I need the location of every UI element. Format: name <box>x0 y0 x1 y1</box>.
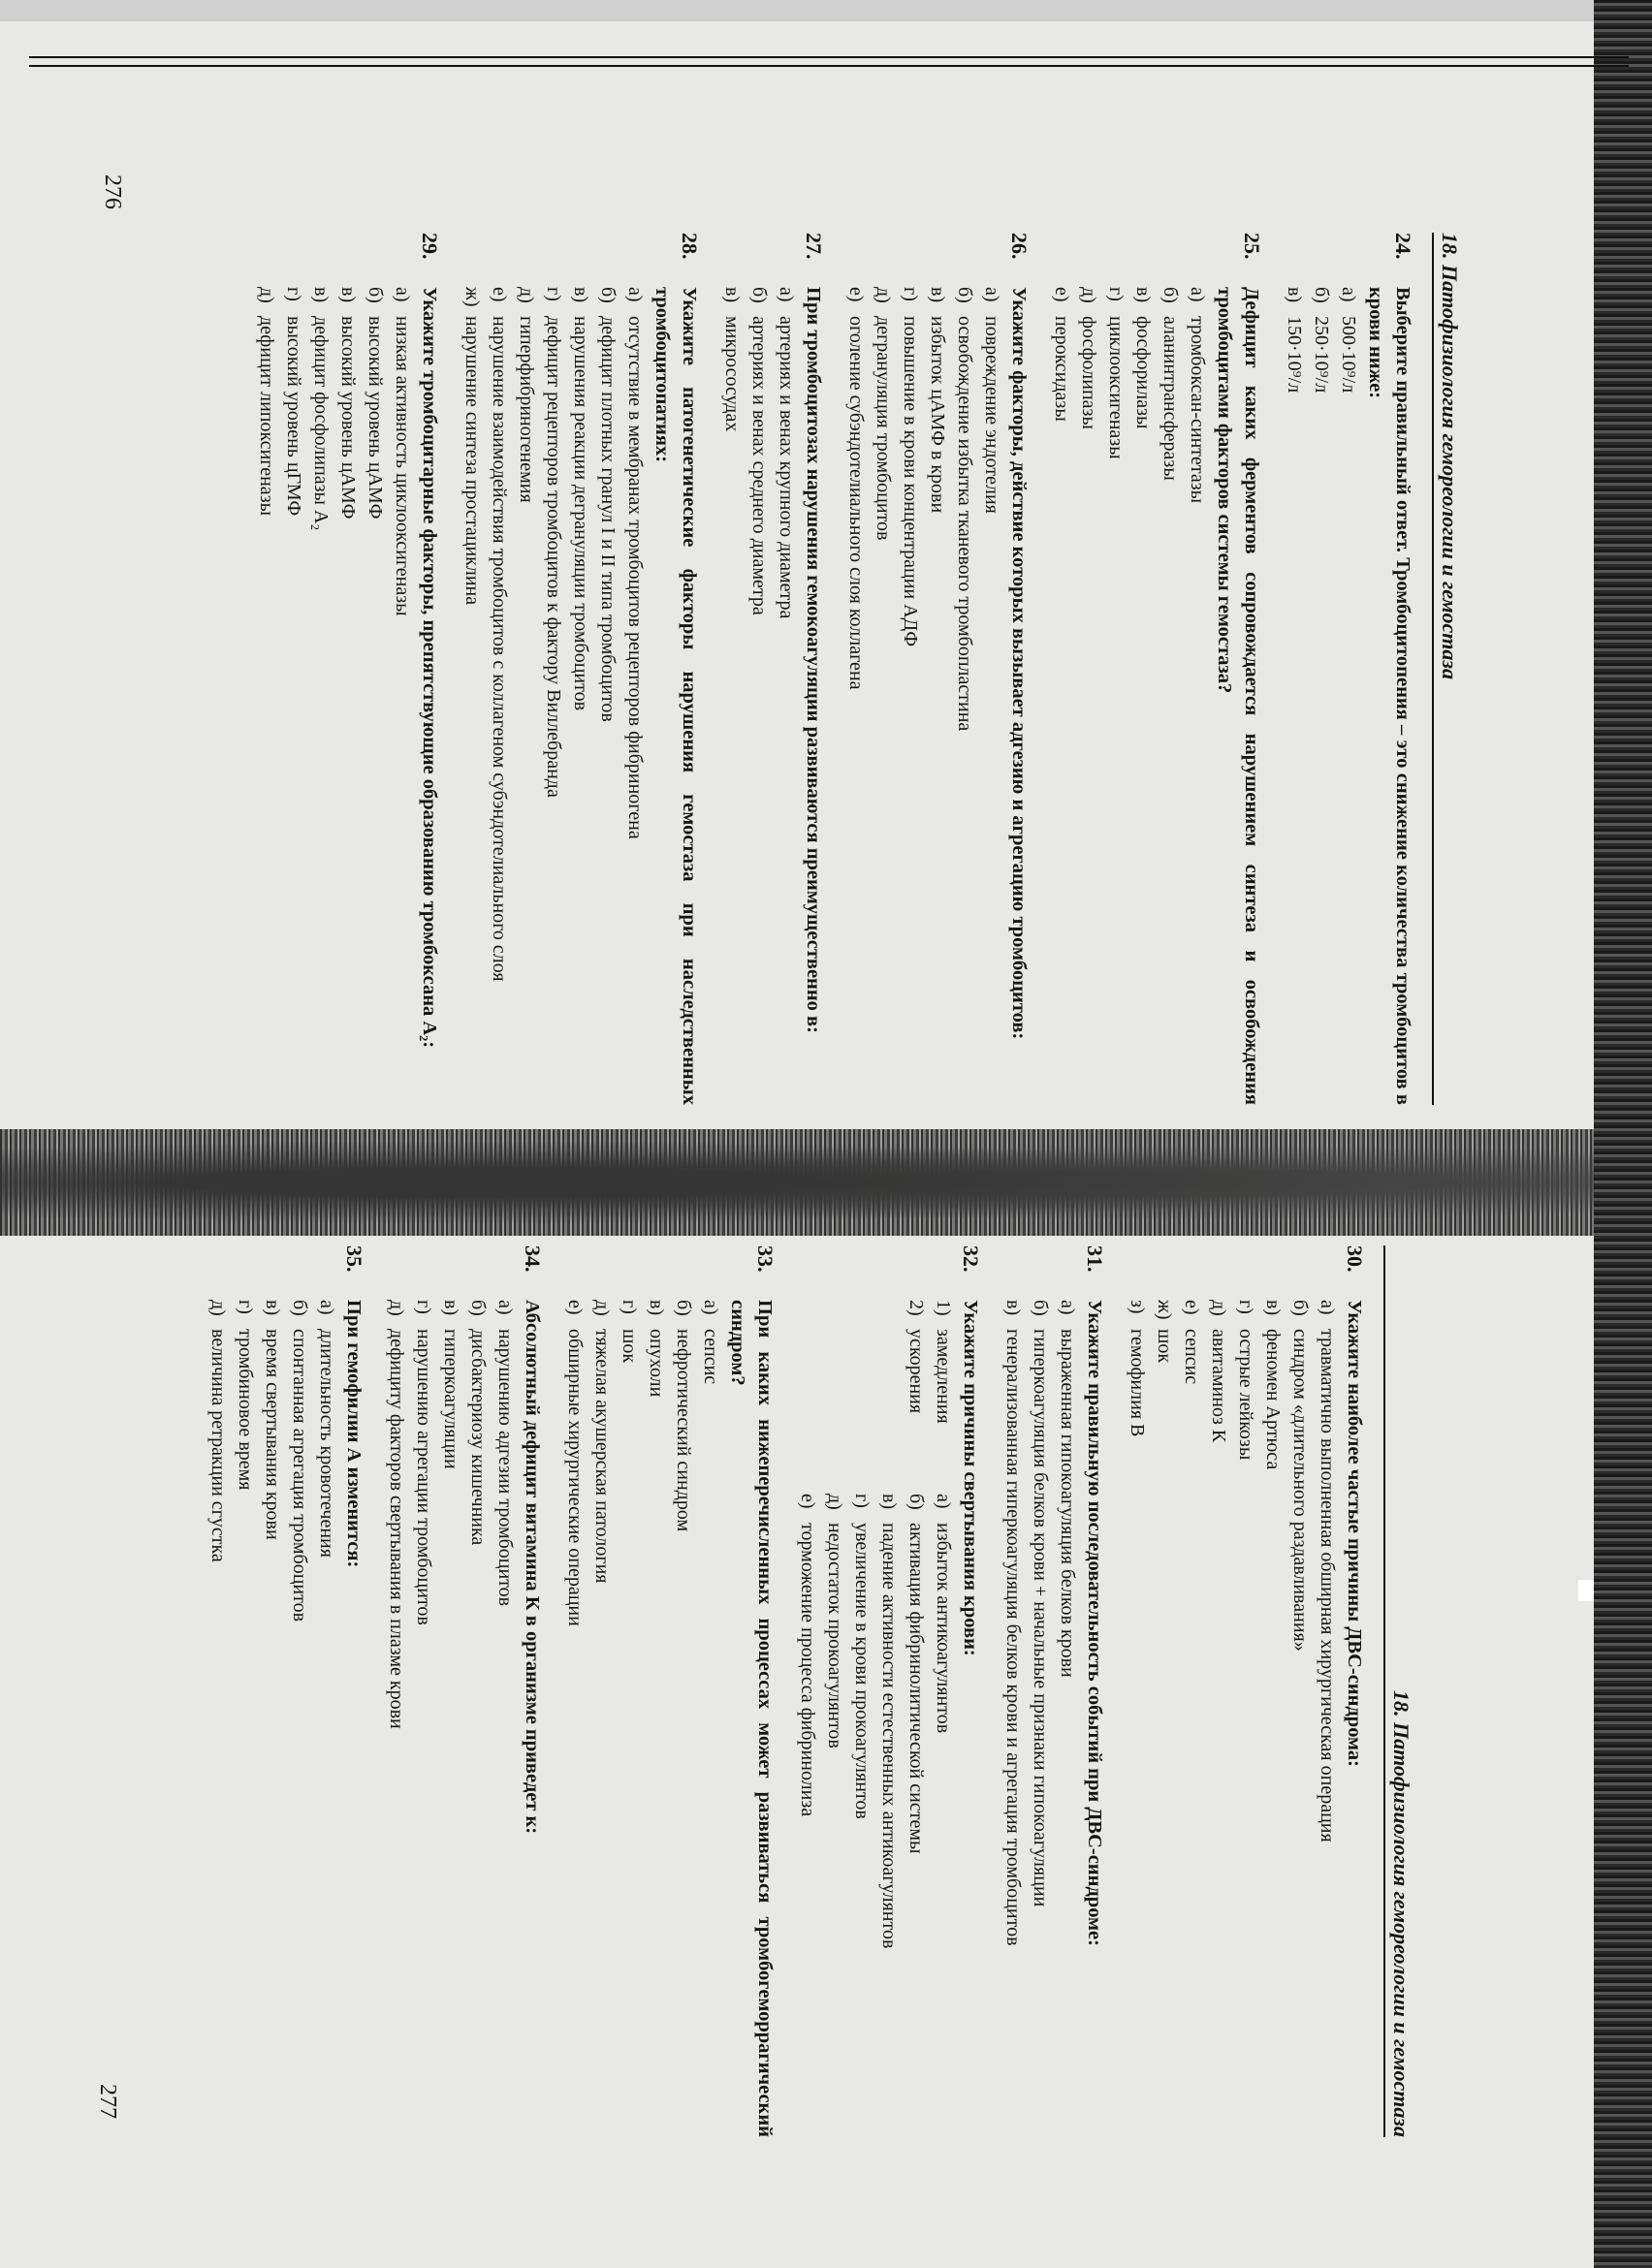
option-item <box>205 1300 232 2137</box>
option-letter: ж) <box>1154 1300 1175 1320</box>
option-item <box>924 287 951 1105</box>
option-text: гиперфибриногенемия <box>516 316 537 503</box>
option-letter: в) <box>1262 1300 1284 1316</box>
question-body <box>383 1300 546 2137</box>
option-item <box>280 287 307 1105</box>
option-item <box>842 287 870 1105</box>
option-text: 250·10⁹/л <box>1311 316 1332 394</box>
option-item <box>903 1300 930 1494</box>
question-text: Дефицит каких ферментов сопровождается нарушением синтеза и освобождения тромбоцитами факторов системы гемостаза? <box>1214 287 1262 1105</box>
option-text: нарушению агрегации тромбоцитов <box>413 1329 434 1625</box>
question-number: 30. <box>1343 1245 1367 1273</box>
question-item <box>718 233 827 1105</box>
option-text: активация фибринолитической системы <box>905 1523 927 1854</box>
option-letter: д) <box>386 1300 407 1316</box>
option-item <box>486 287 513 1105</box>
option-letter: в) <box>440 1300 461 1316</box>
option-letter: 1) <box>933 1300 954 1316</box>
option-letter: д) <box>516 287 537 303</box>
option-text: феномен Артюса <box>1262 1329 1284 1470</box>
option-letter: а) <box>494 1300 516 1315</box>
question-item <box>383 1245 546 2137</box>
option-text: увеличение в крови прокоагулянтов <box>851 1523 873 1819</box>
option-text: длительность кровотечения <box>316 1329 337 1558</box>
question-item <box>205 1245 367 2137</box>
option-letter: в) <box>646 1300 667 1316</box>
option-letter: а) <box>316 1300 337 1315</box>
option-letter: в) <box>927 287 948 303</box>
book-gutter-shadow <box>0 1129 1652 1236</box>
question-number: 24. <box>1391 233 1415 260</box>
option-letter: б) <box>365 287 386 303</box>
right-options <box>794 1494 957 1948</box>
option-text: травматично выполненная обширная хирургическая операция <box>1317 1329 1338 1843</box>
question-number: 28. <box>678 233 702 260</box>
option-text: 500·10⁹/л <box>1338 316 1359 394</box>
option-text: синдром «длительного раздавливания» <box>1289 1329 1311 1652</box>
option-text: дефицит липоксигеназы <box>256 316 277 517</box>
question-number: 31. <box>1083 1245 1107 1273</box>
page-number: 276 <box>100 174 125 209</box>
option-letter: в) <box>337 287 359 303</box>
option-letter: а) <box>700 1300 721 1315</box>
option-item <box>389 287 416 1105</box>
option-text: артериях и венах среднего диаметра <box>748 316 770 615</box>
question-number: 26. <box>1007 233 1032 260</box>
option-item <box>561 1300 588 2137</box>
question-item <box>1000 1245 1108 2137</box>
option-letter: а) <box>933 1494 954 1509</box>
option-letter: г) <box>900 287 921 301</box>
option-text: опухоли <box>646 1329 667 1398</box>
option-item <box>259 1300 286 2137</box>
option-item <box>437 1300 464 2137</box>
option-letter: а) <box>1187 287 1208 302</box>
option-text: фосфолипазы <box>1078 316 1099 429</box>
option-text: авитаминоз К <box>1208 1329 1229 1443</box>
option-item <box>643 1300 670 2137</box>
question-list <box>253 233 1416 1105</box>
option-letter: г) <box>851 1494 873 1508</box>
option-letter: е) <box>797 1494 818 1509</box>
option-item <box>1178 1300 1205 2137</box>
question-body <box>718 287 827 1105</box>
option-text: артериях и венах крупного диаметра <box>776 316 797 619</box>
option-letter: г) <box>283 287 304 301</box>
option-item <box>930 1494 957 1948</box>
question-item <box>1048 233 1265 1105</box>
option-text: дегрануляция тромбоцитов <box>873 316 894 541</box>
question-text: Выберите правильный ответ. Тромбоцитопения – это снижение количества тромбоцитов в крови ниже: <box>1365 287 1414 1105</box>
option-item <box>588 1300 616 2137</box>
option-item <box>746 287 773 1105</box>
option-item <box>334 287 362 1105</box>
option-letter: в) <box>570 287 591 303</box>
option-item <box>875 1494 903 1948</box>
question-text: Укажите тромбоцитарные факторы, препятствующие образованию тромбоксана А₂: <box>419 287 440 1049</box>
option-text: гиперкоагуляции <box>440 1329 461 1469</box>
question-number: 34. <box>521 1245 545 1273</box>
option-item <box>307 287 334 1105</box>
question-text: При гемофилии А изменится: <box>343 1300 365 1568</box>
option-letter: в) <box>1132 287 1154 303</box>
question-number: 33. <box>753 1245 778 1273</box>
option-item <box>362 287 389 1105</box>
option-letter: б) <box>748 287 770 303</box>
option-text: нарушение взаимодействия тромбоцитов с коллагеном субэндотелиального слоя <box>489 316 510 982</box>
running-head: 18. Патофизиология гемореологии и гемостаза <box>1432 233 1463 1105</box>
option-letter: а) <box>1057 1300 1078 1315</box>
running-head: 18. Патофизиология гемореологии и гемостаза <box>1383 1245 1414 2137</box>
option-text: шок <box>1154 1329 1175 1364</box>
option-letter: д) <box>824 1494 845 1510</box>
option-letter: б) <box>597 287 619 303</box>
option-item <box>1151 1300 1178 2137</box>
option-item <box>697 1300 724 2137</box>
option-item <box>232 1300 259 2137</box>
option-item <box>286 1300 313 2137</box>
question-item <box>1281 233 1416 1105</box>
option-letter: г) <box>413 1300 434 1314</box>
option-letter: б) <box>1030 1300 1051 1316</box>
option-item <box>459 287 486 1105</box>
option-text: микрососудах <box>721 316 743 432</box>
question-body <box>205 1300 367 2137</box>
option-text: время свертывания крови <box>262 1329 283 1540</box>
option-text: избыток антикоагулянтов <box>933 1523 954 1734</box>
option-letter: а) <box>981 287 1002 302</box>
option-item <box>616 1300 643 2137</box>
option-item <box>1314 1300 1341 2137</box>
option-text: низкая активность циклооксигеназы <box>392 316 413 616</box>
option-text: тромбоксан-синтетазы <box>1187 316 1208 504</box>
option-text: освобождение избытка тканевого тромбопластина <box>954 316 975 732</box>
right-page-column <box>205 1245 1414 2137</box>
option-text: нарушения реакции дегрануляции тромбоцитов <box>570 316 591 711</box>
question-item <box>842 233 1032 1105</box>
scan-right-edge <box>1594 0 1652 2268</box>
option-letter: е) <box>489 287 510 302</box>
option-text: недостаток прокоагулянтов <box>824 1523 845 1748</box>
question-body <box>1124 1300 1368 2137</box>
option-letter: з) <box>1127 1300 1148 1314</box>
scan-top-edge <box>0 0 1652 21</box>
option-item <box>1259 1300 1287 2137</box>
option-text: повышение в крови концентрации АДФ <box>900 316 921 646</box>
option-item <box>978 287 1005 1105</box>
question-list <box>205 1245 1368 2137</box>
option-item <box>1054 1300 1081 2137</box>
option-item <box>1102 287 1129 1105</box>
option-text: сепсис <box>1181 1329 1202 1385</box>
option-letter: в) <box>721 287 743 303</box>
option-item <box>1184 287 1211 1105</box>
option-letter: д) <box>591 1300 613 1316</box>
option-letter: г) <box>619 1300 640 1314</box>
question-body <box>561 1300 778 2137</box>
option-text: шок <box>619 1329 640 1364</box>
option-item <box>1308 287 1335 1105</box>
option-text: гемофилия В <box>1127 1329 1148 1437</box>
option-letter: г) <box>543 287 564 301</box>
option-text: торможение процесса фибринолиза <box>797 1523 818 1817</box>
option-item <box>1205 1300 1232 2137</box>
option-letter: г) <box>235 1300 256 1314</box>
option-letter: е) <box>1051 287 1072 302</box>
option-letter: д) <box>873 287 894 303</box>
question-text: При тромбоцитозах нарушения гемокоагуляции развиваются преимущественно в: <box>803 287 824 1033</box>
option-item <box>951 287 978 1105</box>
option-item <box>492 1300 519 2137</box>
option-item <box>1048 287 1075 1105</box>
option-item <box>1027 1300 1054 2137</box>
question-item <box>1124 1245 1368 2137</box>
option-letter: д) <box>1208 1300 1229 1316</box>
option-item <box>718 287 746 1105</box>
option-text: падение активности естественных антикоагулянтов <box>878 1523 900 1949</box>
question-body <box>253 287 443 1105</box>
option-text: фосфорилазы <box>1132 316 1154 429</box>
option-letter: б) <box>673 1300 694 1316</box>
option-item <box>1129 287 1157 1105</box>
option-item <box>313 1300 340 2137</box>
question-text: Абсолютный дефицит витамина К в организме приведет к: <box>522 1300 543 1835</box>
option-item <box>253 287 280 1105</box>
option-text: гиперкоагуляция белков крови + начальные признаки гипокоагуляции <box>1030 1329 1051 1907</box>
option-item <box>621 287 649 1105</box>
option-letter: в) <box>262 1300 283 1316</box>
question-number: 29. <box>418 233 442 260</box>
option-text: дефициту факторов свертывания в плазме крови <box>386 1329 407 1729</box>
option-text: повреждение эндотелия <box>981 316 1002 514</box>
question-text: Укажите факторы, действие которых вызывает адгезию и агрегацию тромбоцитов: <box>1008 287 1030 1040</box>
option-text: тромбиновое время <box>235 1329 256 1491</box>
option-letter: б) <box>1311 287 1332 303</box>
option-text: величина ретракции сгустка <box>207 1329 229 1562</box>
option-item <box>1287 1300 1314 2137</box>
option-letter: б) <box>467 1300 489 1316</box>
question-text: Укажите наиболее частые причины ДВС-синдрома: <box>1344 1300 1365 1767</box>
option-text: генерализованная гиперкоагуляция белков крови и агрегация тромбоцитов <box>1002 1329 1024 1946</box>
option-text: дефицит плотных гранул I и II типа тромбоцитов <box>597 316 619 722</box>
option-text: высокий уровень цАМФ <box>337 316 359 520</box>
option-letter: ж) <box>461 287 483 307</box>
option-item <box>794 1494 821 1948</box>
option-item <box>1281 287 1308 1105</box>
option-letter: е) <box>1181 1300 1202 1315</box>
option-text: оголение субэндотелиального слоя коллагена <box>845 316 867 690</box>
option-text: сепсис <box>700 1329 721 1385</box>
option-item <box>1000 1300 1027 2137</box>
option-text: замедления <box>933 1329 954 1424</box>
option-text: высокий уровень цГМФ <box>283 316 304 517</box>
option-item <box>903 1494 930 1948</box>
option-text: отсутствие в мембранах тромбоцитов рецепторов фибриногена <box>624 316 646 839</box>
option-letter: а) <box>776 287 797 302</box>
option-text: ускорения <box>905 1329 927 1414</box>
option-letter: б) <box>954 287 975 303</box>
question-body <box>1000 1300 1108 2137</box>
question-body <box>1048 287 1265 1105</box>
option-item <box>1124 1300 1151 2137</box>
option-item <box>383 1300 410 2137</box>
question-item <box>561 1245 778 2137</box>
question-number: 35. <box>342 1245 366 1273</box>
question-item <box>459 233 703 1105</box>
option-item <box>594 287 621 1105</box>
option-letter: е) <box>845 287 867 302</box>
option-letter: в) <box>1002 1300 1024 1316</box>
question-number: 25. <box>1240 233 1264 260</box>
option-item <box>930 1300 957 1494</box>
option-item <box>821 1494 848 1948</box>
option-letter: е) <box>564 1300 586 1315</box>
option-item <box>897 287 924 1105</box>
option-letter: 2) <box>905 1300 927 1316</box>
option-letter: б) <box>289 1300 310 1316</box>
question-item <box>794 1245 984 2137</box>
option-item <box>513 287 540 1105</box>
option-text: циклооксигеназы <box>1105 316 1127 459</box>
option-text: нефротический синдром <box>673 1329 694 1532</box>
option-text: тяжелая акушерская патология <box>591 1329 613 1584</box>
option-item <box>1157 287 1184 1105</box>
question-number: 27. <box>802 233 826 260</box>
question-item <box>253 233 443 1105</box>
option-letter: б) <box>1289 1300 1311 1316</box>
option-text: аланинтрансферазы <box>1160 316 1181 481</box>
option-text: нарушение синтеза простациклина <box>461 316 483 606</box>
question-text: Укажите правильную последовательность событий при ДВС-синдроме: <box>1084 1300 1105 1946</box>
option-letter: д) <box>1078 287 1099 303</box>
option-item <box>773 287 800 1105</box>
option-letter: в) <box>878 1494 900 1510</box>
left-page-column <box>253 233 1463 1105</box>
option-letter: д) <box>256 287 277 303</box>
option-letter: г) <box>1105 287 1127 301</box>
option-item <box>870 287 897 1105</box>
option-letter: д) <box>207 1300 229 1316</box>
scan-mark <box>1578 1580 1594 1601</box>
option-letter: а) <box>392 287 413 302</box>
option-item <box>1075 287 1102 1105</box>
option-text: спонтанная агрегация тромбоцитов <box>289 1329 310 1622</box>
option-item <box>410 1300 437 2137</box>
question-number: 32. <box>959 1245 983 1273</box>
option-text: дефицит фосфолипазы А₂ <box>310 316 332 531</box>
option-letter: б) <box>905 1494 927 1510</box>
question-text: Укажите патогенетические факторы нарушения гемостаза при наследственных тромбоцитопатиях: <box>651 287 700 1105</box>
option-letter: в) <box>1284 287 1305 303</box>
question-body <box>459 287 703 1105</box>
question-text: При каких нижеперечисленных процессах может развиваться тромбогеморрагический синдром? <box>727 1300 776 2137</box>
option-letter: в) <box>310 287 332 303</box>
page-edge-rule <box>29 56 1629 67</box>
option-letter: б) <box>1160 287 1181 303</box>
option-letter: а) <box>1317 1300 1338 1315</box>
question-body <box>842 287 1032 1105</box>
option-item <box>567 287 594 1105</box>
option-text: пероксидазы <box>1051 316 1072 422</box>
option-text: обширные хирургические операции <box>564 1329 586 1626</box>
option-text: острые лейкозы <box>1235 1329 1256 1461</box>
question-body <box>794 1300 984 2137</box>
option-item <box>540 287 567 1105</box>
option-item <box>1232 1300 1259 2137</box>
question-body <box>1281 287 1416 1105</box>
option-text: высокий уровень цАМФ <box>365 316 386 520</box>
option-text: дефицит рецепторов тромбоцитов к фактору Виллебранда <box>543 316 564 798</box>
left-options <box>794 1300 957 1494</box>
option-letter: а) <box>624 287 646 302</box>
option-text: выраженная гипокоагуляция белков крови <box>1057 1329 1078 1678</box>
page-number: 277 <box>95 2084 120 2119</box>
option-grid <box>794 1300 957 2137</box>
option-letter: г) <box>1235 1300 1256 1314</box>
option-item <box>670 1300 697 2137</box>
question-text: Укажите причины свертывания крови: <box>960 1300 981 1656</box>
option-text: дисбактериозу кишечника <box>467 1329 489 1546</box>
option-item <box>464 1300 492 2137</box>
option-letter: а) <box>1338 287 1359 302</box>
option-text: 150·10⁹/л <box>1284 316 1305 394</box>
option-item <box>1335 287 1362 1105</box>
option-text: нарушению адгезии тромбоцитов <box>494 1329 516 1607</box>
option-item <box>848 1494 875 1948</box>
option-text: избыток цАМФ в крови <box>927 316 948 514</box>
